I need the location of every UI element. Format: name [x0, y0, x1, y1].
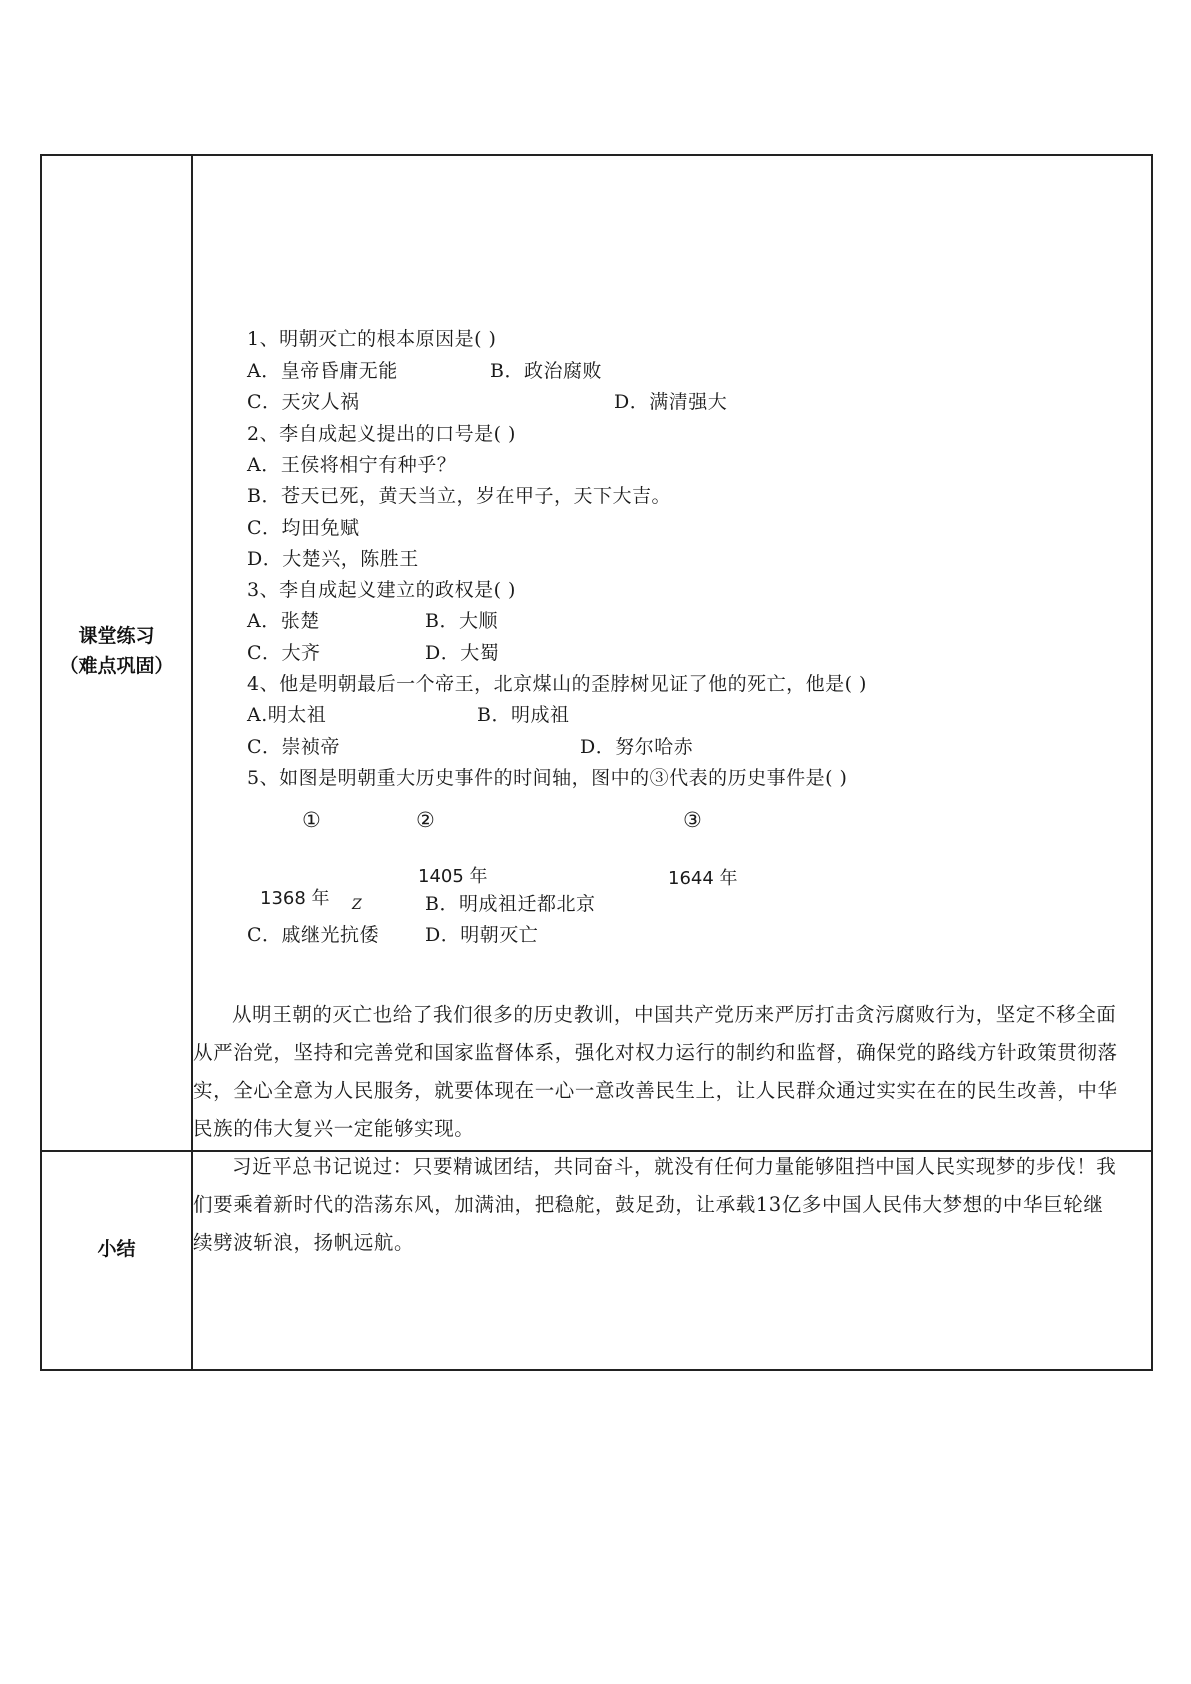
- question-4-option-b: B．明成祖: [477, 704, 570, 726]
- question-3-option-d: D．大蜀: [425, 642, 500, 664]
- question-3: 3、李自成起义建立的政权是( ): [247, 579, 516, 601]
- practice-label-line1: 课堂练习: [78, 625, 155, 647]
- practice-label: [42, 621, 191, 681]
- question-5-option-b: B．明成祖迁都北京: [425, 893, 596, 915]
- question-1-option-b: B．政治腐败: [490, 360, 602, 382]
- question-4-option-a: A.明太祖: [247, 704, 327, 726]
- question-2: 2、李自成起义提出的口号是( ): [247, 423, 516, 445]
- question-5-option-c: C．戚继光抗倭: [247, 924, 380, 946]
- question-1: 1、明朝灭亡的根本原因是( ): [247, 328, 497, 350]
- question-4: 4、他是明朝最后一个帝王，北京煤山的歪脖树见证了他的死亡，他是( ): [247, 673, 867, 695]
- question-1-option-d: D．满清强大: [614, 391, 728, 413]
- question-2-option-b: B．苍天已死，黄天当立，岁在甲子，天下大吉。: [247, 485, 671, 507]
- timeline-fragment: Z: [352, 897, 363, 913]
- question-5-option-d: D．明朝灭亡: [425, 924, 539, 946]
- question-3-option-c: C．大齐: [247, 642, 321, 664]
- question-2-option-a: A．王侯将相宁有种乎？: [247, 454, 457, 476]
- question-4-option-c: C．崇祯帝: [247, 736, 341, 758]
- question-1-option-c: C．天灾人祸: [247, 391, 360, 413]
- timeline-marker-3: ③: [683, 808, 702, 832]
- timeline-year-3: 1644 年: [668, 868, 738, 889]
- timeline-marker-1: ①: [302, 808, 321, 832]
- question-1-option-a: A．皇帝昏庸无能: [247, 360, 398, 382]
- summary-paragraph-2: 习近平总书记说过：只要精诚团结，共同奋斗，就没有任何力量能够阻挡中国人民实现梦的步伐！我们要乘着新时代的浩荡东风，加满油，把稳舵，鼓足劲，让承载13亿多中国人民伟大梦想的中华巨轮继续劈波斩浪，扬帆远航。: [193, 1155, 1117, 1254]
- timeline-year-2: 1405 年: [418, 866, 488, 887]
- practice-label-line2: （难点巩固）: [59, 655, 174, 677]
- question-2-option-d: D．大楚兴，陈胜王: [247, 548, 419, 570]
- summary-text: [193, 996, 1123, 1262]
- question-5: 5、如图是明朝重大历史事件的时间轴，图中的③代表的历史事件是( ): [247, 767, 848, 789]
- question-2-option-c: C．均田免赋: [247, 517, 360, 539]
- timeline-marker-2: ②: [416, 808, 435, 832]
- question-3-option-b: B．大顺: [425, 610, 498, 632]
- question-4-option-d: D．努尔哈赤: [580, 736, 694, 758]
- timeline-year-1: 1368 年: [260, 888, 330, 909]
- question-3-option-a: A．张楚: [247, 610, 320, 632]
- summary-label: 小结: [97, 1238, 136, 1260]
- summary-paragraph-1: 从明王朝的灭亡也给了我们很多的历史教训，中国共产党历来严厉打击贪污腐败行为，坚定不移全面从严治党，坚持和完善党和国家监督体系，强化对权力运行的制约和监督，确保党的路线方针政策贯彻落实，全心全意为人民服务，就要体现在一心一意改善民生上，让人民群众通过实实在在的民生改善，中华民族的伟大复兴一定能够实现。: [193, 1003, 1118, 1140]
